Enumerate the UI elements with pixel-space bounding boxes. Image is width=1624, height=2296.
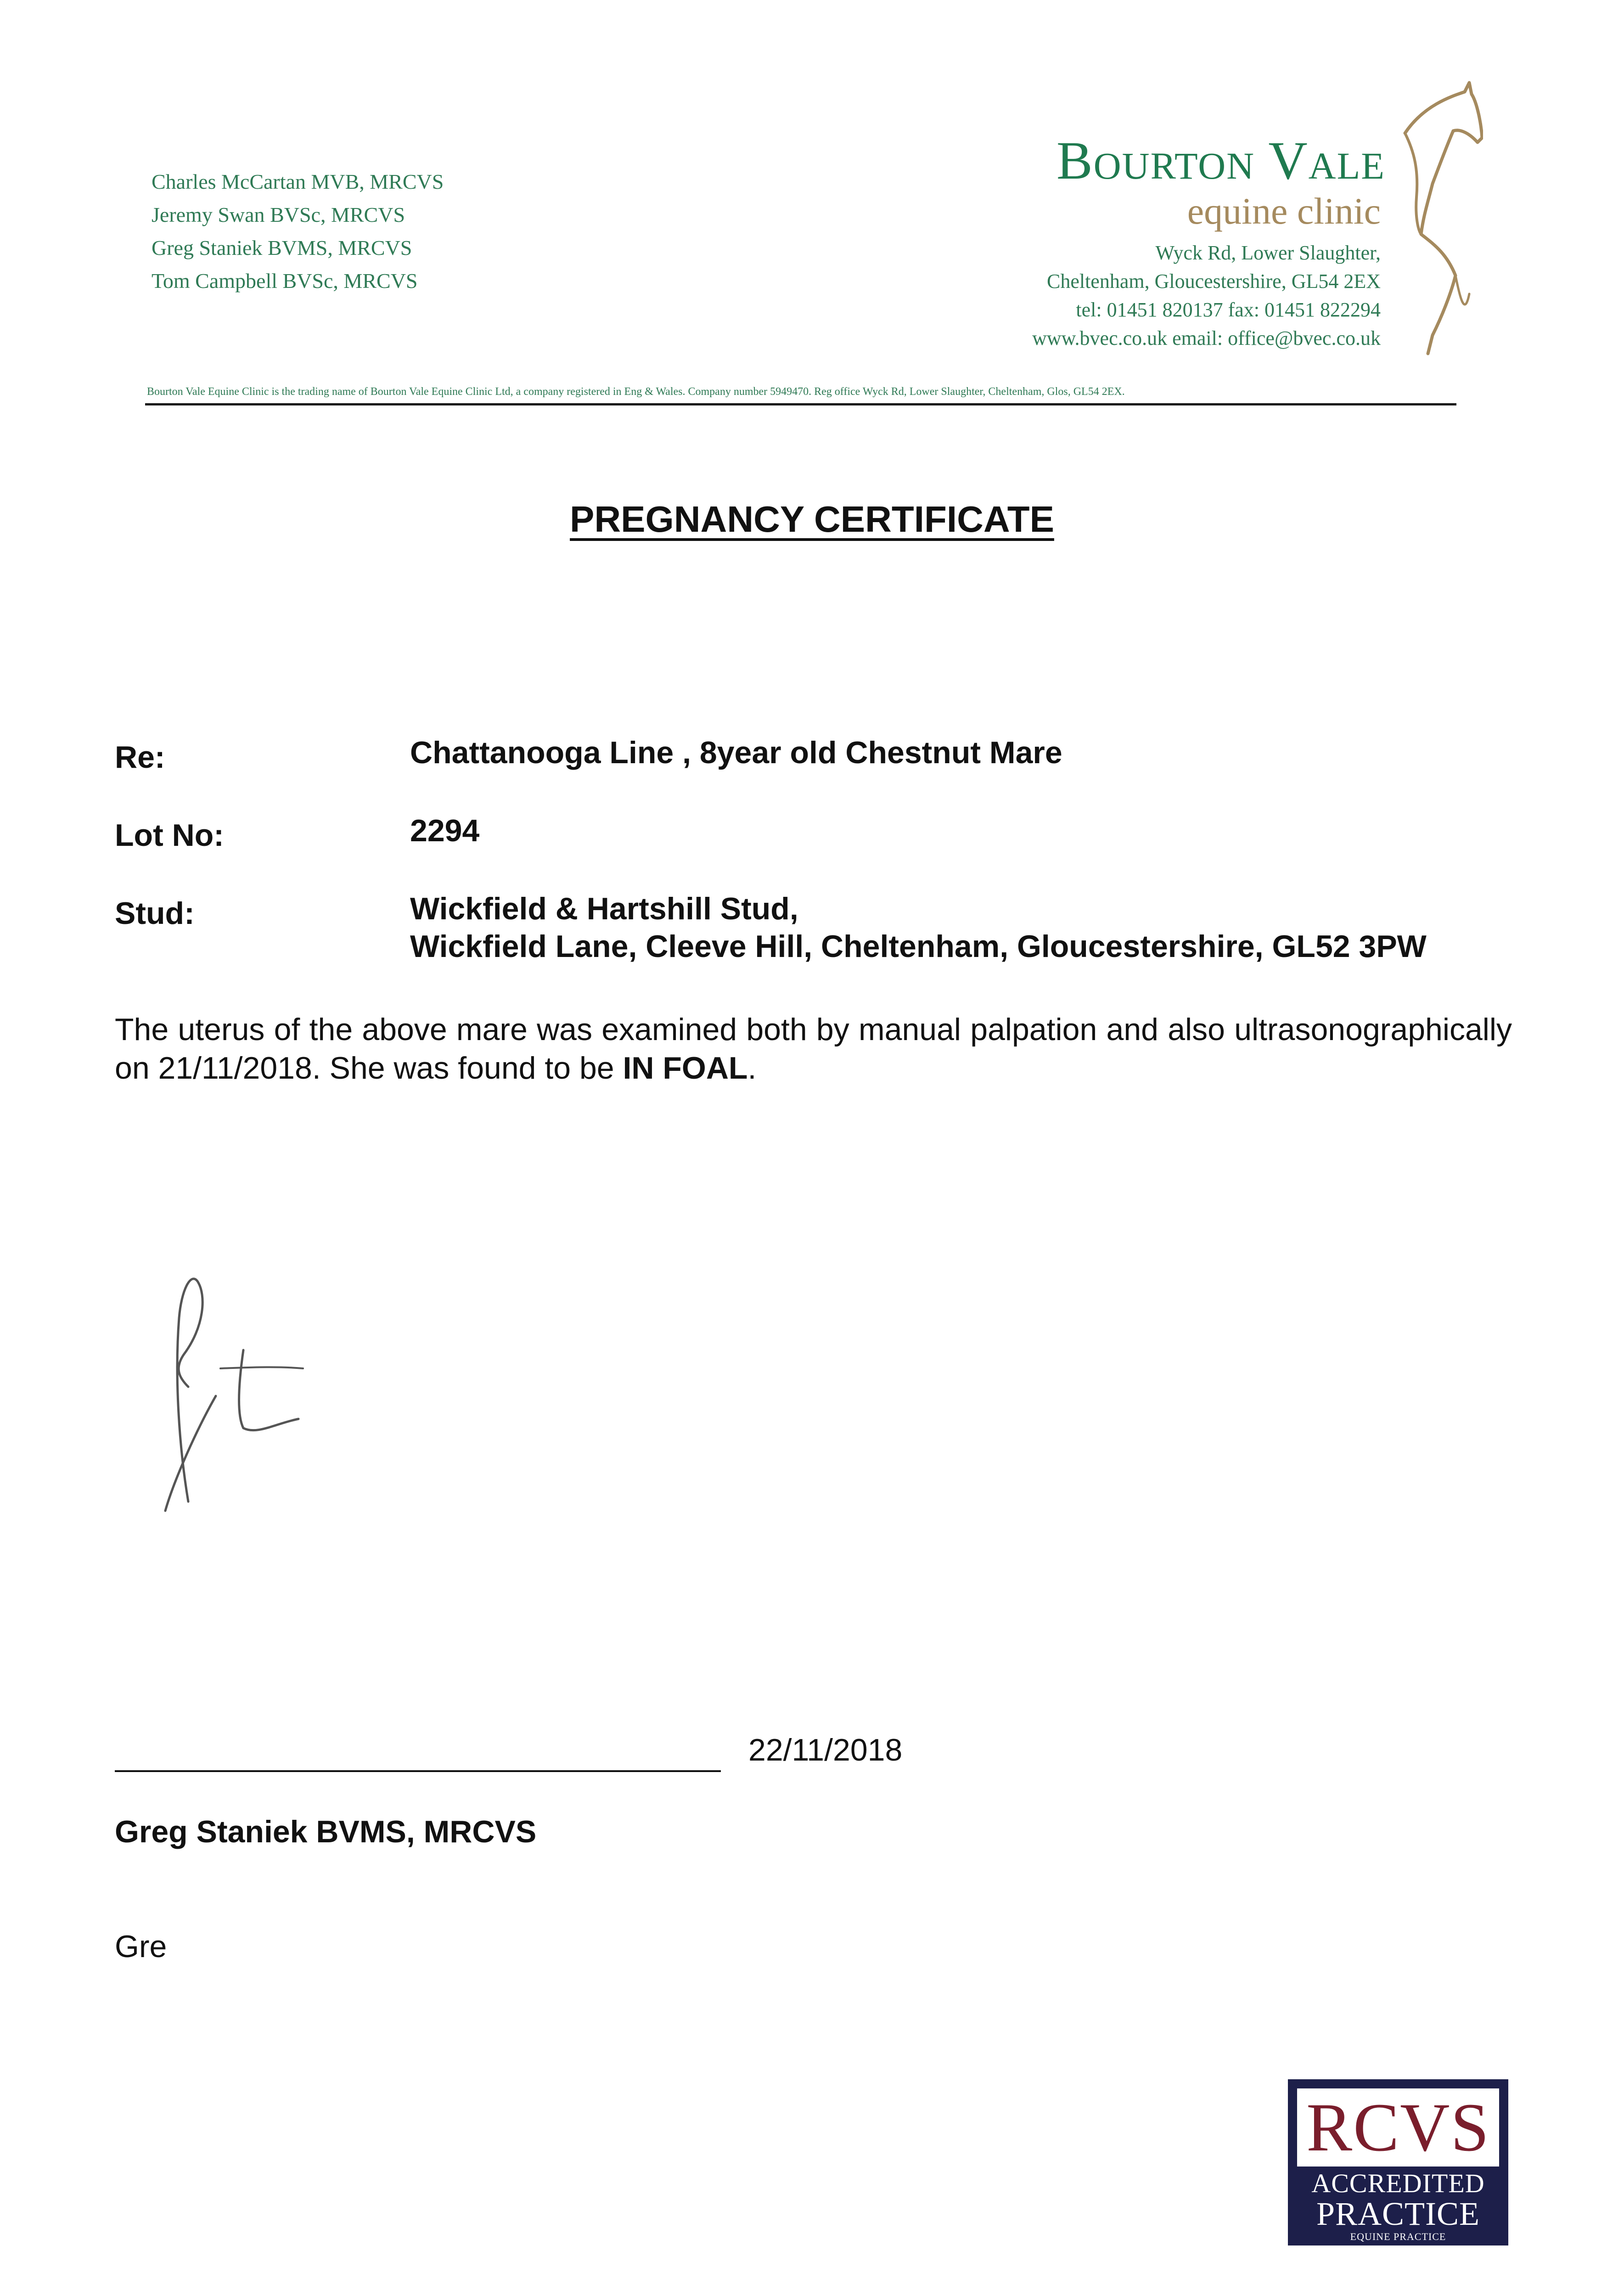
handwritten-signature [147, 1263, 321, 1538]
signature-date: 22/11/2018 [748, 1733, 903, 1767]
vet-entry [152, 198, 444, 231]
page-title [0, 498, 1624, 540]
rcvs-wordmark: RCVS [1297, 2088, 1499, 2167]
web-line: www.bvec.co.uk email: office@bvec.co.uk [1032, 327, 1381, 349]
vet-entry [152, 264, 444, 298]
horse-logo-icon [1396, 78, 1483, 372]
vet-quals: BVSc, MRCVS [282, 269, 418, 293]
signature-line [115, 1770, 721, 1772]
signer-name: Greg Staniek BVMS, MRCVS [115, 1814, 537, 1849]
vet-quals: BVMS, MRCVS [267, 236, 412, 259]
stud-label: Stud: [115, 896, 195, 931]
stud-line-1: Wickfield & Hartshill Stud, [410, 891, 798, 926]
vet-name: Greg Staniek [152, 236, 263, 259]
vet-entry [152, 231, 444, 264]
letterhead-divider [145, 403, 1456, 405]
vet-quals: BVSc, MRCVS [270, 203, 405, 226]
company-registration-note: Bourton Vale Equine Clinic is the trading name of Bourton Vale Equine Clinic Ltd, a company registered in Eng & Wales. Company number 5949470. Reg office Wyck Rd, Lower Slaughter, Cheltenham, Glos, GL54 2EX. [147, 386, 1125, 398]
stud-value [410, 890, 1427, 965]
vet-name: Charles McCartan [152, 170, 306, 193]
stud-line-2: Wickfield Lane, Cleeve Hill, Cheltenham, Gloucestershire, GL52 3PW [410, 929, 1427, 964]
title-text: PREGNANCY CERTIFICATE [570, 499, 1054, 540]
re-label: Re: [115, 740, 165, 775]
trailing-text: Gre [115, 1929, 167, 1964]
clinic-logo [1056, 130, 1385, 234]
clinic-subtitle: equine clinic [1187, 190, 1381, 232]
address-line-2: Cheltenham, Gloucestershire, GL54 2EX [1046, 270, 1381, 293]
exam-text-end: . [747, 1051, 757, 1086]
vet-name: Jeremy Swan [152, 203, 265, 226]
vet-entry [152, 165, 444, 198]
rcvs-practice: PRACTICE [1316, 2195, 1480, 2232]
clinic-address [1032, 239, 1381, 353]
re-value: Chattanooga Line , 8year old Chestnut Mare [410, 735, 1062, 770]
vet-name: Tom Campbell [152, 269, 278, 293]
vets-list [152, 165, 444, 298]
exam-text: The uterus of the above mare was examined both by manual palpation and also ultrasonographically on 21/11/2018. She was found to be [115, 1012, 1512, 1086]
rcvs-accreditation-badge [1288, 2079, 1508, 2245]
pregnancy-status: IN FOAL [623, 1051, 748, 1086]
address-line-1: Wyck Rd, Lower Slaughter, [1155, 242, 1381, 264]
rcvs-accredited: ACCREDITED [1311, 2168, 1485, 2198]
lot-value: 2294 [410, 813, 480, 848]
examination-paragraph [115, 1010, 1512, 1087]
vet-quals: MVB, MRCVS [311, 170, 444, 193]
lot-label: Lot No: [115, 818, 224, 853]
clinic-name: Bourton Vale [1056, 130, 1385, 191]
rcvs-equine-practice: EQUINE PRACTICE [1350, 2231, 1446, 2242]
phone-line: tel: 01451 820137 fax: 01451 822294 [1076, 298, 1381, 321]
